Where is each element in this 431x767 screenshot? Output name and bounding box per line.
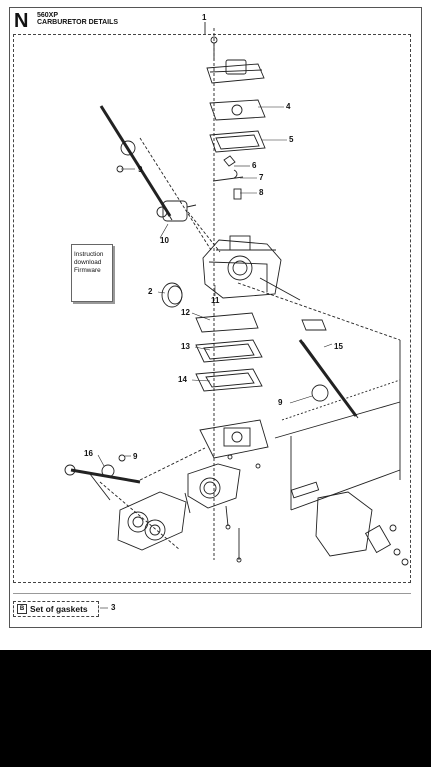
- throttle-shaft: [101, 106, 172, 220]
- leader-lines: [98, 107, 332, 608]
- callout-6[interactable]: 6: [252, 161, 257, 170]
- purge-pump: [157, 201, 196, 221]
- callout-15[interactable]: 15: [334, 342, 343, 351]
- callout-2[interactable]: 2: [148, 287, 153, 296]
- adapter-block: [185, 455, 260, 562]
- note-line-3: Firmware: [74, 267, 101, 274]
- callout-16[interactable]: 16: [84, 449, 93, 458]
- gasket-kit-box[interactable]: [13, 601, 99, 617]
- carburetor-body: [203, 236, 300, 300]
- choke-shaft: [238, 283, 400, 418]
- callout-9-lower[interactable]: 9: [133, 452, 138, 461]
- metering-cover: [200, 420, 268, 458]
- kit-badge: B: [17, 604, 27, 614]
- diagram-subtitle: CARBURETOR DETAILS: [37, 19, 119, 26]
- section-letter: N: [14, 10, 29, 32]
- pump-diaphragm: [210, 100, 265, 120]
- lever-unit: [291, 482, 408, 565]
- lever-assembly-box: [275, 340, 400, 510]
- pump-cover: [207, 60, 264, 83]
- fuel-screen: [234, 189, 241, 199]
- callout-7[interactable]: 7: [259, 173, 264, 182]
- bottom-divider: [13, 593, 411, 594]
- kit-label: Set of gaskets: [30, 604, 88, 614]
- callout-8[interactable]: 8: [259, 188, 264, 197]
- callout-14[interactable]: 14: [178, 375, 187, 384]
- lower-shaft: [65, 455, 140, 500]
- callout-13[interactable]: 13: [181, 342, 190, 351]
- callout-10[interactable]: 10: [160, 236, 169, 245]
- model-label: 560XP: [37, 12, 59, 19]
- needle-gasket: [196, 313, 258, 332]
- callout-9-upper[interactable]: 9: [138, 165, 143, 174]
- callout-12[interactable]: 12: [181, 308, 190, 317]
- small-spring: [224, 156, 235, 166]
- callout-3[interactable]: 3: [111, 603, 116, 612]
- callout-9-right[interactable]: 9: [278, 398, 283, 407]
- instruction-note[interactable]: [71, 244, 113, 302]
- note-line-1: Instruction: [74, 251, 104, 258]
- note-line-2: download: [74, 259, 102, 266]
- callout-1[interactable]: 1: [202, 13, 207, 22]
- callout-5[interactable]: 5: [289, 135, 294, 144]
- callout-4[interactable]: 4: [286, 102, 291, 111]
- callout-11[interactable]: 11: [211, 296, 220, 305]
- lower-body: [118, 492, 186, 550]
